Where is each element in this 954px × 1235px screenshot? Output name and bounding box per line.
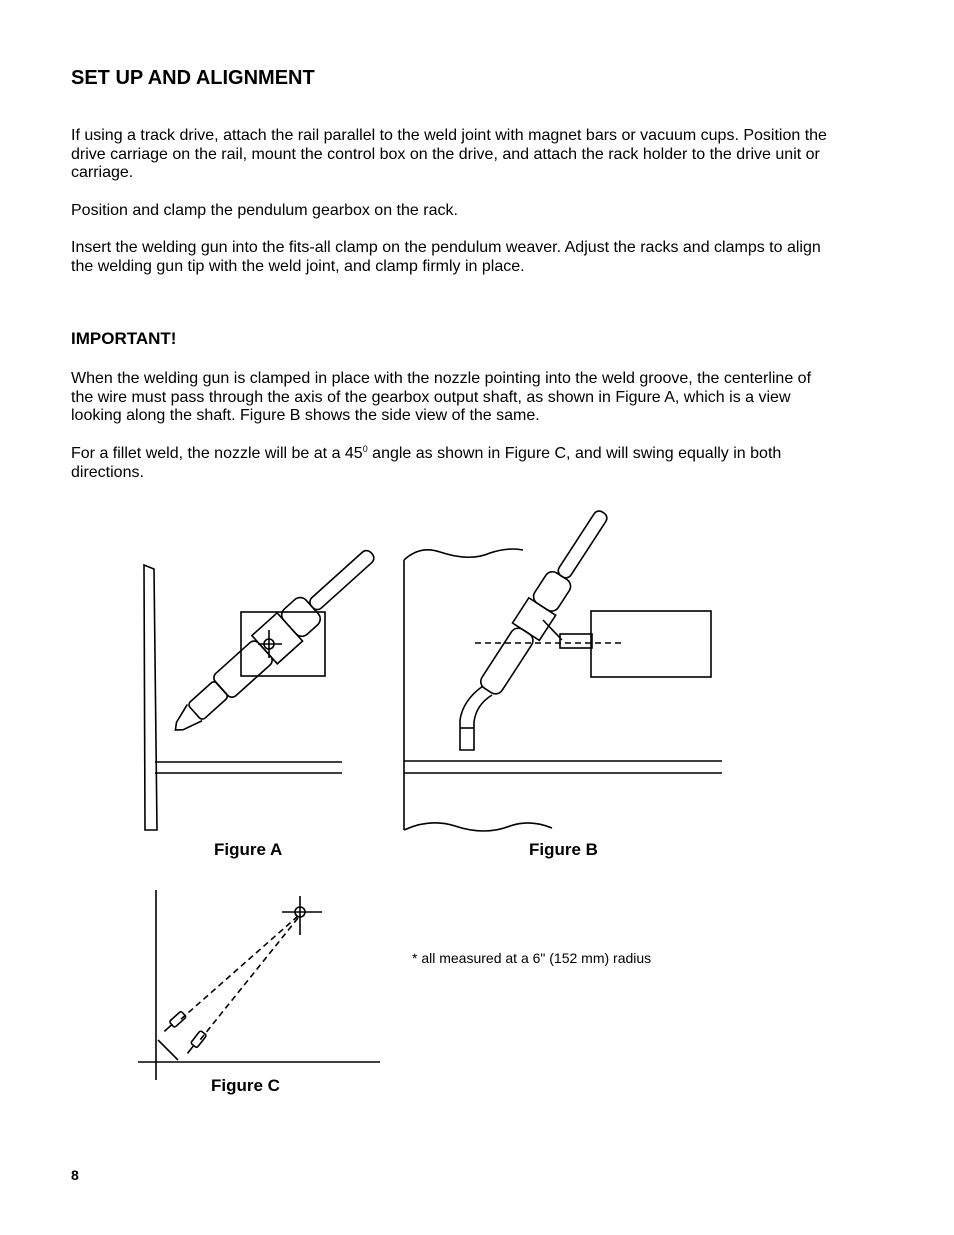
figure-c-caption: Figure C <box>211 1076 280 1095</box>
page-title: SET UP AND ALIGNMENT <box>71 67 315 89</box>
paragraph-gearbox: Position and clamp the pendulum gearbox on the rack. <box>71 202 458 219</box>
page-number: 8 <box>71 1167 79 1183</box>
figure-a-caption: Figure A <box>214 840 283 859</box>
radius-note: * all measured at a 6" (152 mm) radius <box>412 950 652 966</box>
important-heading: IMPORTANT! <box>71 329 177 348</box>
paragraph-welding-gun: Insert the welding gun into the fits-all clamp on the pendulum weaver. Adjust the racks and clamps to align the welding gun tip with the weld joint, and clamp firmly in place. <box>71 239 821 275</box>
figure-a-drawing <box>144 539 384 830</box>
figure-c-drawing <box>138 890 380 1080</box>
paragraph-important: When the welding gun is clamped in place with the nozzle pointing into the weld groove, the centerline of the wire must pass through the axis of the gearbox output shaft, as shown in Figure A, which is a view looking along the shaft. Figure B shows the side view of the same. <box>71 370 812 425</box>
figure-b-drawing <box>404 504 722 831</box>
figure-b-caption: Figure B <box>529 840 598 859</box>
paragraph-track-drive: If using a track drive, attach the rail parallel to the weld joint with magnet bars or vacuum cups. Position the drive carriage on the rail, mount the control box on the drive, and attach the rack holder to the drive unit or carriage. <box>71 127 827 182</box>
fillet-text-start: For a fillet weld, the nozzle will be at a 45 <box>71 445 363 462</box>
degree-superscript: 0 <box>362 444 368 454</box>
fillet-text-end: angle as shown in Figure C, and will swing equally in both directions. <box>71 445 782 481</box>
